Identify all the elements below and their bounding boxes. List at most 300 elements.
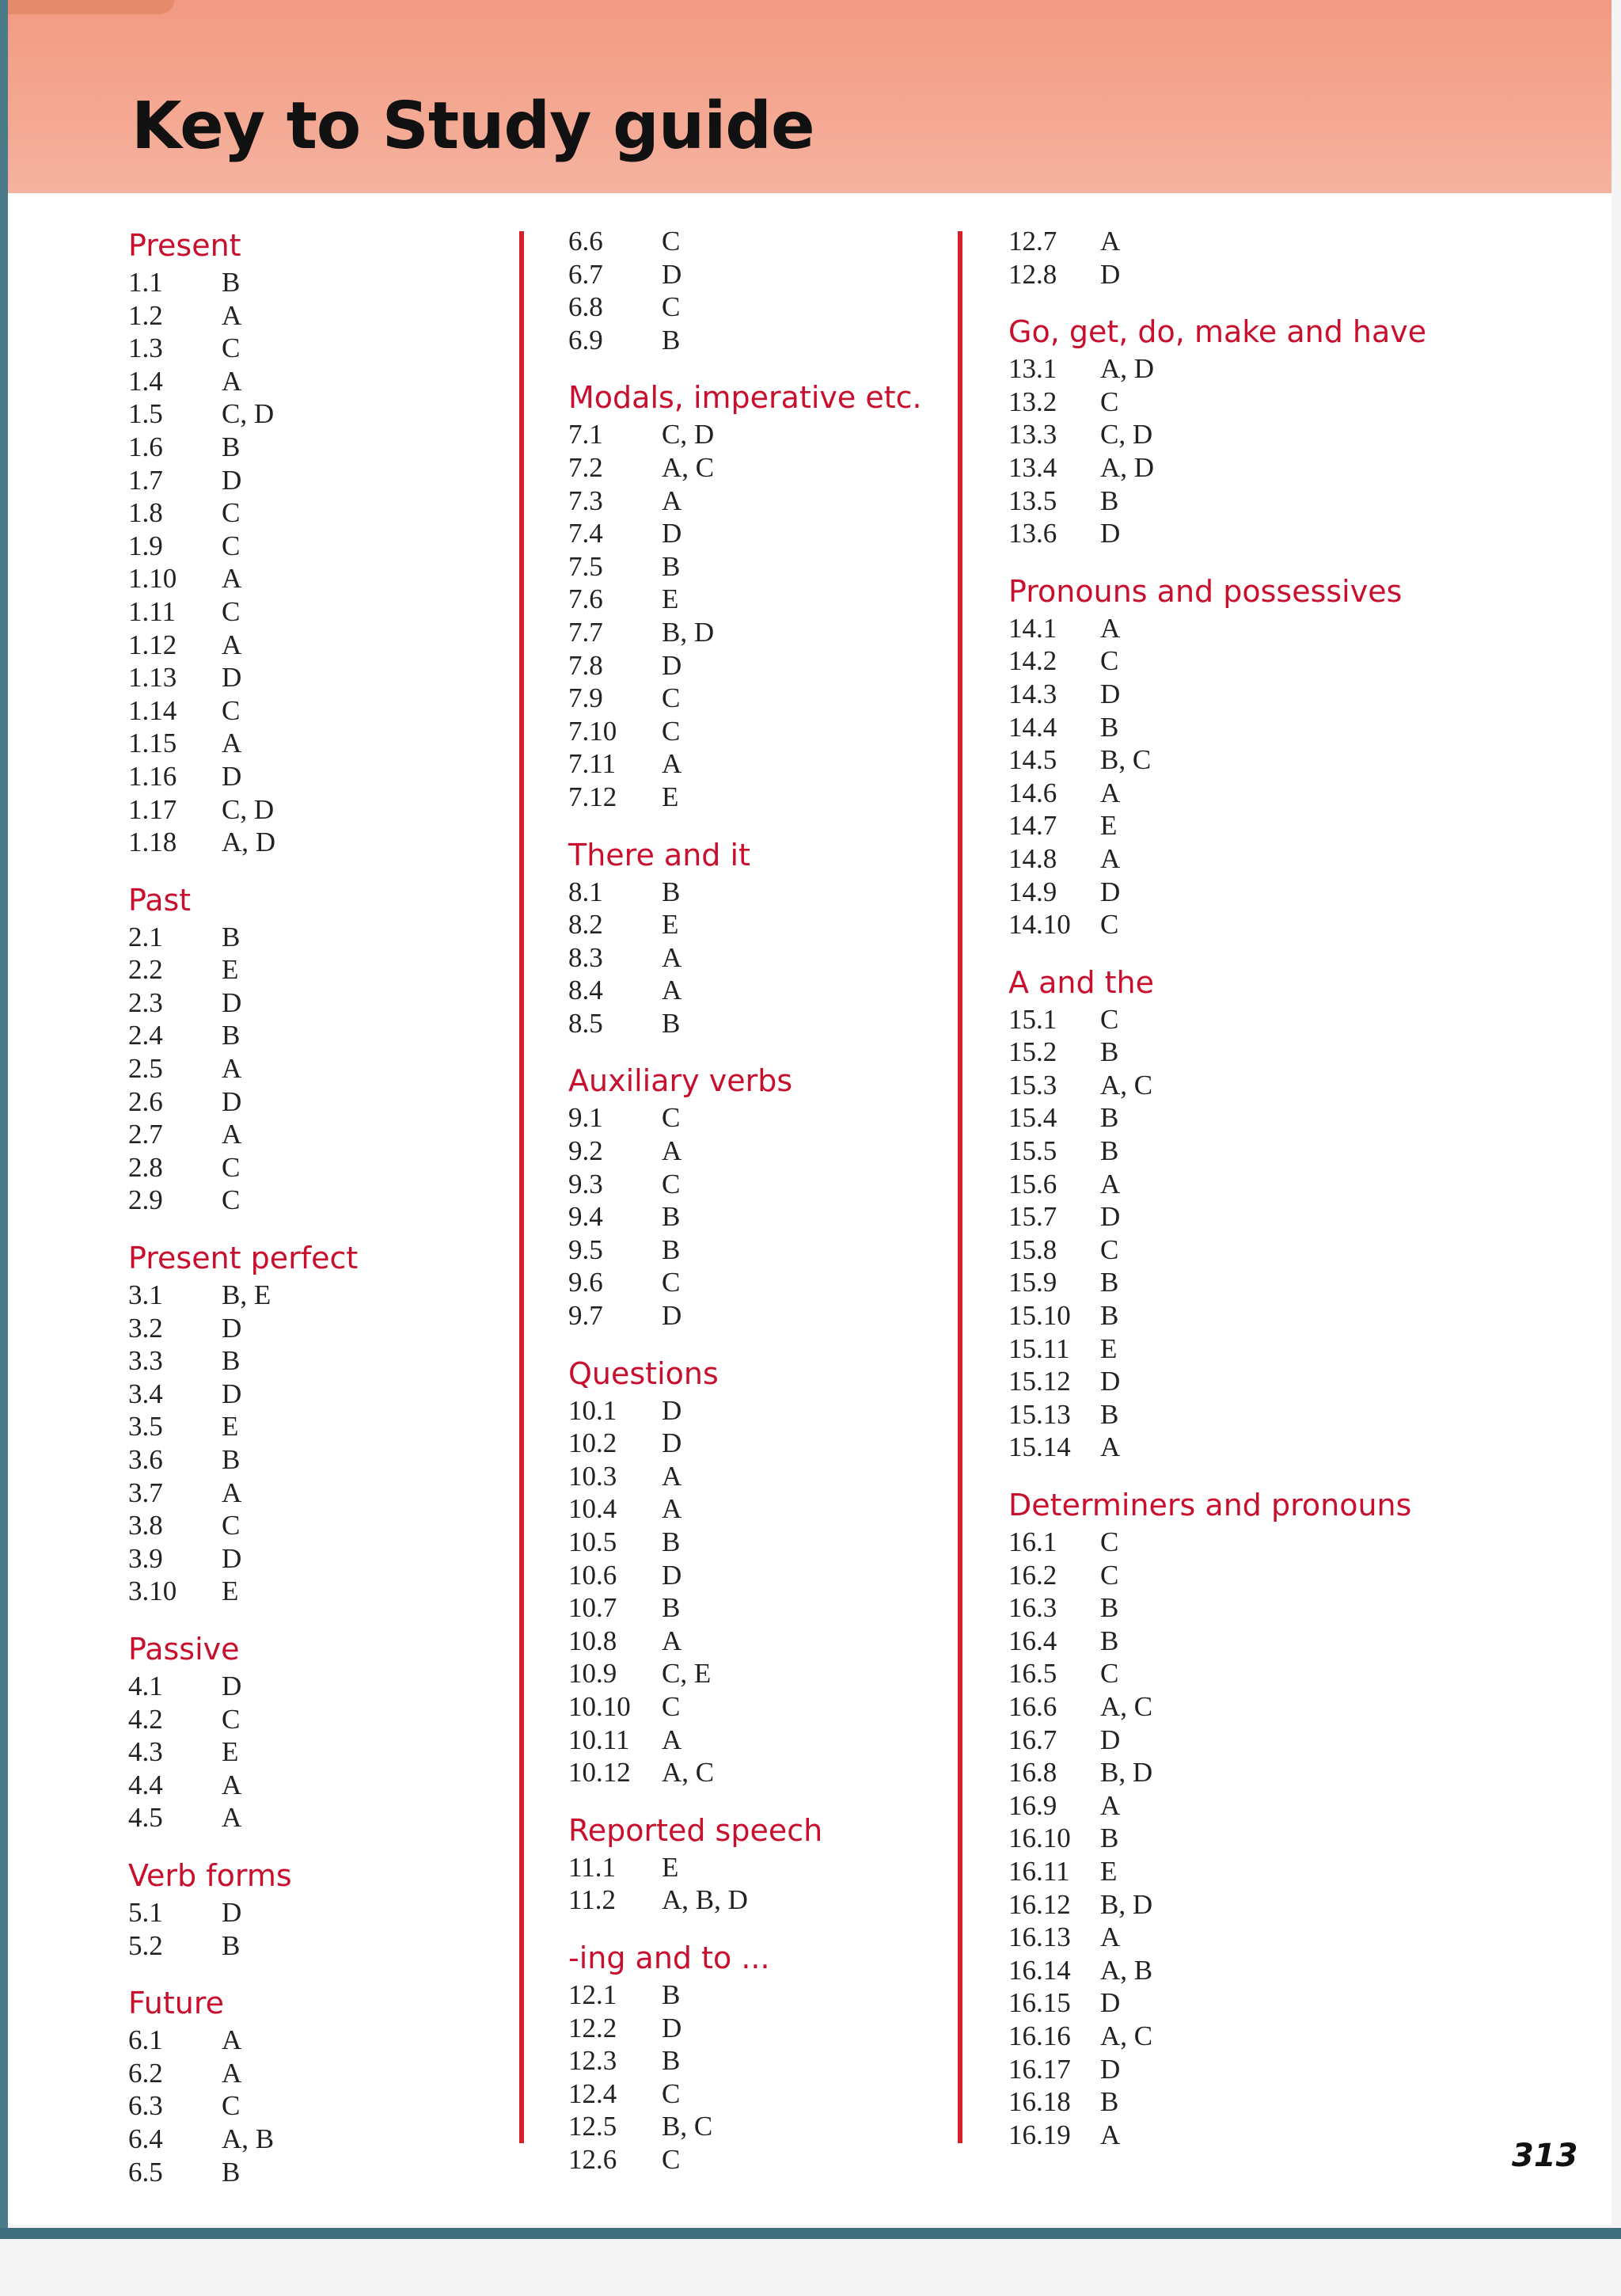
- question-number: 12.4: [568, 2077, 617, 2109]
- answer-row: [128, 1769, 476, 1802]
- answer-letters: D: [662, 518, 682, 549]
- question-number: 4.5: [128, 1802, 163, 1834]
- answer-letters: D: [222, 1085, 242, 1117]
- answer-letters: C: [1100, 1559, 1119, 1591]
- answer-row: [128, 2024, 476, 2057]
- question-number: 1.3: [128, 333, 163, 364]
- question-number: 10.1: [568, 1394, 617, 1426]
- answer-row: [128, 694, 476, 728]
- question-number: 12.7: [1008, 226, 1057, 257]
- answer-row: [568, 1690, 932, 1724]
- question-number: 4.3: [128, 1736, 163, 1768]
- question-number: 1.9: [128, 530, 163, 561]
- answer-letters: D: [662, 1394, 682, 1426]
- answer-letters: A: [222, 728, 242, 759]
- answer-row: [128, 397, 476, 431]
- answer-letters: D: [662, 258, 682, 290]
- question-number: 16.9: [1008, 1789, 1057, 1821]
- answer-row: [128, 1703, 476, 1736]
- answer-section: [568, 1937, 932, 2176]
- answer-row: [568, 2012, 932, 2045]
- answer-row: [128, 629, 476, 662]
- answer-row: [1008, 1365, 1452, 1398]
- answer-section: [568, 1060, 932, 1332]
- question-number: 14.8: [1008, 842, 1057, 874]
- question-number: 15.3: [1008, 1069, 1057, 1100]
- question-number: 3.8: [128, 1510, 163, 1541]
- question-number: 10.9: [568, 1658, 617, 1690]
- answer-row: [128, 1279, 476, 1312]
- answer-row: [568, 1007, 932, 1040]
- answer-section: [568, 377, 932, 813]
- question-number: 6.7: [568, 258, 603, 290]
- question-number: 1.8: [128, 497, 163, 529]
- answer-section: [128, 225, 476, 859]
- answer-letters: B: [662, 876, 681, 907]
- answer-row: [1008, 2020, 1452, 2053]
- answer-letters: B, D: [1100, 1757, 1153, 1789]
- answer-row: [128, 1410, 476, 1443]
- answer-row: [568, 1234, 932, 1267]
- answer-row: [128, 2057, 476, 2090]
- answer-row: [568, 1625, 932, 1658]
- answer-letters: A: [662, 1460, 682, 1492]
- answer-letters: C: [662, 1690, 681, 1722]
- answer-row: [1008, 1299, 1452, 1332]
- question-number: 3.7: [128, 1477, 163, 1508]
- section-title: Present perfect: [128, 1241, 359, 1276]
- answer-row: [1008, 2119, 1452, 2152]
- answer-letters: A: [1100, 1168, 1121, 1199]
- answer-letters: D: [1100, 678, 1121, 709]
- question-number: 1.17: [128, 793, 177, 825]
- answer-letters: A: [1100, 1431, 1121, 1463]
- section-title: Verb forms: [128, 1857, 292, 1893]
- answer-row: [568, 1200, 932, 1234]
- answer-letters: B: [662, 324, 681, 355]
- answer-letters: B: [662, 1592, 681, 1624]
- answer-letters: D: [1100, 258, 1121, 290]
- section-title: Future: [128, 1986, 225, 2021]
- answer-letters: A, C: [1100, 2020, 1153, 2051]
- answer-letters: D: [222, 1378, 242, 1409]
- question-number: 16.2: [1008, 1559, 1057, 1591]
- answer-letters: A: [222, 365, 242, 397]
- answer-letters: C: [222, 694, 241, 726]
- answer-letters: D: [222, 760, 242, 792]
- question-number: 16.14: [1008, 1954, 1071, 1986]
- question-number: 10.3: [568, 1460, 617, 1492]
- question-number: 16.3: [1008, 1592, 1057, 1624]
- answer-letters: D: [222, 986, 242, 1018]
- answer-letters: C: [662, 682, 681, 714]
- answer-letters: B, D: [662, 616, 715, 648]
- question-number: 1.16: [128, 760, 177, 792]
- answer-letters: D: [662, 1559, 682, 1591]
- answer-row: [1008, 1789, 1452, 1823]
- question-number: 3.3: [128, 1345, 163, 1377]
- answer-row: [568, 1135, 932, 1168]
- question-number: 7.11: [568, 748, 616, 780]
- question-number: 1.2: [128, 299, 163, 331]
- answer-letters: A: [662, 1135, 682, 1167]
- page-number: 313: [1512, 2138, 1578, 2174]
- answer-row: [568, 682, 932, 715]
- question-number: 13.3: [1008, 419, 1057, 450]
- answer-row: [568, 715, 932, 748]
- answer-letters: A: [662, 941, 682, 973]
- answer-row: [128, 1019, 476, 1052]
- answer-row: [568, 908, 932, 941]
- question-number: 10.11: [568, 1724, 630, 1755]
- question-number: 1.5: [128, 398, 163, 430]
- question-number: 11.1: [568, 1851, 616, 1883]
- answer-row: [1008, 1398, 1452, 1431]
- answer-letters: E: [662, 781, 679, 812]
- answer-letters: A: [222, 1802, 242, 1834]
- question-number: 12.8: [1008, 258, 1057, 290]
- section-title: Determiners and pronouns: [1008, 1488, 1412, 1522]
- question-number: 13.5: [1008, 485, 1057, 516]
- question-number: 3.2: [128, 1312, 163, 1344]
- answer-letters: B, C: [1100, 744, 1152, 776]
- answer-row: [568, 2110, 932, 2143]
- question-number: 14.7: [1008, 810, 1057, 842]
- answer-row: [128, 1477, 476, 1510]
- answer-letters: B, E: [222, 1279, 271, 1311]
- answer-row: [568, 1756, 932, 1789]
- answer-row: [128, 332, 476, 365]
- question-number: 3.1: [128, 1279, 163, 1311]
- answer-letters: C: [1100, 1003, 1119, 1035]
- answer-row: [128, 2123, 476, 2156]
- section-title: Past: [128, 882, 192, 918]
- answer-row: [568, 550, 932, 584]
- answer-letters: A: [662, 1625, 682, 1656]
- question-number: 13.6: [1008, 518, 1057, 549]
- answer-row: [1008, 644, 1452, 678]
- answer-letters: A, D: [1100, 353, 1155, 385]
- answer-letters: B: [222, 2156, 241, 2188]
- answer-letters: A: [222, 629, 242, 660]
- section-title: Present: [128, 228, 241, 263]
- answer-row: [1008, 1069, 1452, 1102]
- answer-letters: B: [222, 921, 241, 952]
- section-title: Pronouns and possessives: [1008, 573, 1403, 609]
- question-number: 1.10: [128, 563, 177, 595]
- answer-row: [128, 727, 476, 760]
- answer-letters: C: [222, 530, 241, 561]
- question-number: 8.3: [568, 941, 603, 973]
- answer-letters: A, C: [662, 451, 715, 483]
- answer-letters: A: [1100, 1922, 1121, 1953]
- question-number: 16.5: [1008, 1658, 1057, 1690]
- answer-row: [1008, 1657, 1452, 1690]
- answer-row: [1008, 1431, 1452, 1464]
- answer-letters: C: [662, 291, 681, 323]
- question-number: 12.3: [568, 2045, 617, 2077]
- question-number: 16.10: [1008, 1823, 1071, 1854]
- question-number: 10.2: [568, 1427, 617, 1459]
- section-title: Questions: [568, 1355, 719, 1391]
- question-number: 1.18: [128, 827, 177, 858]
- question-number: 3.6: [128, 1444, 163, 1475]
- question-number: 16.4: [1008, 1625, 1057, 1656]
- answer-letters: A, B: [222, 2123, 275, 2154]
- question-number: 10.10: [568, 1690, 631, 1722]
- answer-row: [1008, 225, 1452, 258]
- answer-letters: A: [1100, 612, 1121, 644]
- question-number: 1.11: [128, 595, 176, 627]
- answer-letters: B: [1100, 1036, 1119, 1068]
- question-number: 3.9: [128, 1542, 163, 1574]
- answer-row: [128, 299, 476, 333]
- question-number: 15.13: [1008, 1398, 1071, 1430]
- question-number: 4.1: [128, 1670, 163, 1701]
- question-number: 7.5: [568, 550, 603, 582]
- question-number: 2.9: [128, 1184, 163, 1216]
- answer-row: [1008, 1168, 1452, 1201]
- answer-letters: B: [1100, 711, 1119, 743]
- answer-row: [128, 1670, 476, 1703]
- section-title: Auxiliary verbs: [568, 1063, 793, 1099]
- answer-letters: A: [222, 2024, 242, 2056]
- answer-letters: D: [1100, 1724, 1121, 1755]
- answer-row: [1008, 1003, 1452, 1036]
- question-number: 3.10: [128, 1576, 177, 1607]
- answer-row: [128, 1929, 476, 1963]
- answer-letters: B, D: [1100, 1888, 1153, 1920]
- answer-letters: B: [662, 1234, 681, 1265]
- answer-letters: D: [1100, 1987, 1121, 2019]
- question-number: 3.5: [128, 1411, 163, 1443]
- answer-row: [1008, 1756, 1452, 1789]
- section-title: There and it: [568, 837, 750, 872]
- answer-letters: C: [1100, 909, 1119, 941]
- question-number: 7.9: [568, 682, 603, 714]
- question-number: 12.1: [568, 1979, 617, 2010]
- answer-letters: D: [662, 649, 682, 681]
- answer-letters: B: [662, 550, 681, 582]
- question-number: 5.1: [128, 1896, 163, 1928]
- answer-letters: B: [1100, 1267, 1119, 1298]
- answer-row: [1008, 1591, 1452, 1625]
- question-number: 14.9: [1008, 876, 1057, 907]
- answer-letters: B, C: [662, 2111, 713, 2142]
- answer-letters: C: [1100, 645, 1119, 677]
- question-number: 8.2: [568, 909, 603, 941]
- answer-letters: D: [1100, 518, 1121, 549]
- answer-row: [568, 291, 932, 324]
- answer-row: [1008, 1625, 1452, 1658]
- answer-letters: C: [662, 226, 681, 257]
- answer-row: [1008, 2085, 1452, 2119]
- question-number: 3.4: [128, 1378, 163, 1409]
- answer-row: [128, 953, 476, 986]
- answer-section: [1008, 962, 1452, 1464]
- answer-row: [568, 1266, 932, 1299]
- answer-letters: D: [662, 2012, 682, 2043]
- question-number: 14.5: [1008, 744, 1057, 776]
- question-number: 1.14: [128, 694, 177, 726]
- answer-row: [1008, 1526, 1452, 1559]
- answer-letters: A: [662, 1493, 682, 1525]
- answer-letters: D: [1100, 876, 1121, 907]
- answer-letters: A: [662, 975, 682, 1006]
- section-title: Modals, imperative etc.: [568, 380, 922, 416]
- answer-row: [568, 1460, 932, 1493]
- question-number: 7.10: [568, 715, 617, 747]
- answer-row: [1008, 386, 1452, 419]
- question-number: 15.11: [1008, 1332, 1070, 1364]
- answer-row: [128, 826, 476, 859]
- answer-row: [128, 1118, 476, 1151]
- question-number: 2.6: [128, 1085, 163, 1117]
- question-number: 6.5: [128, 2156, 163, 2188]
- answer-row: [568, 974, 932, 1007]
- answer-section: [128, 880, 476, 1217]
- question-number: 1.12: [128, 629, 177, 660]
- question-number: 15.9: [1008, 1267, 1057, 1298]
- answer-row: [1008, 451, 1452, 485]
- question-number: 7.8: [568, 649, 603, 681]
- answer-row: [1008, 517, 1452, 550]
- answer-row: [568, 1101, 932, 1135]
- answer-letters: D: [222, 1670, 242, 1701]
- answer-letters: C: [222, 333, 241, 364]
- question-number: 16.17: [1008, 2053, 1071, 2085]
- question-number: 16.7: [1008, 1724, 1057, 1755]
- answer-letters: B: [1100, 1398, 1119, 1430]
- answer-row: [1008, 1921, 1452, 1954]
- question-number: 12.2: [568, 2012, 617, 2043]
- answer-row: [1008, 1855, 1452, 1888]
- question-number: 9.3: [568, 1168, 603, 1199]
- answer-letters: D: [222, 662, 242, 694]
- answer-letters: B: [1100, 1592, 1119, 1624]
- answer-section: [1008, 1484, 1452, 2151]
- answer-row: [128, 562, 476, 595]
- answer-letters: B: [222, 1020, 241, 1051]
- answer-row: [1008, 809, 1452, 842]
- answer-letters: E: [222, 1576, 239, 1607]
- answer-letters: E: [1100, 810, 1118, 842]
- question-number: 2.1: [128, 921, 163, 952]
- answer-row: [1008, 1724, 1452, 1757]
- question-number: 16.15: [1008, 1987, 1071, 2019]
- question-number: 2.7: [128, 1119, 163, 1150]
- question-number: 14.4: [1008, 711, 1057, 743]
- answer-row: [128, 1052, 476, 1085]
- answer-row: [568, 781, 932, 814]
- answer-row: [568, 1979, 932, 2012]
- question-number: 13.2: [1008, 386, 1057, 417]
- answer-row: [1008, 842, 1452, 876]
- answer-letters: B: [222, 1929, 241, 1961]
- answer-letters: E: [1100, 1855, 1118, 1887]
- answer-letters: D: [662, 1300, 682, 1332]
- question-number: 14.1: [1008, 612, 1057, 644]
- answer-row: [568, 1591, 932, 1625]
- answer-column-3: [1008, 225, 1452, 2172]
- answer-letters: B: [222, 1444, 241, 1475]
- answer-letters: C: [1100, 1526, 1119, 1557]
- question-number: 7.4: [568, 518, 603, 549]
- question-number: 2.3: [128, 986, 163, 1018]
- question-number: 7.7: [568, 616, 603, 648]
- answer-row: [568, 1299, 932, 1332]
- question-number: 7.6: [568, 584, 603, 615]
- question-number: 15.5: [1008, 1135, 1057, 1167]
- answer-row: [128, 595, 476, 629]
- answer-letters: A: [222, 1477, 242, 1508]
- answer-row: [568, 2077, 932, 2111]
- answer-letters: A, D: [222, 827, 276, 858]
- answer-row: [568, 1492, 932, 1526]
- section-title: -ing and to ...: [568, 1940, 770, 1975]
- answer-letters: D: [222, 464, 242, 496]
- header-corner-mark: [8, 0, 174, 14]
- question-number: 12.6: [568, 2143, 617, 2175]
- answer-row: [128, 1184, 476, 1217]
- answer-row: [568, 1526, 932, 1559]
- question-number: 15.10: [1008, 1300, 1071, 1332]
- answer-row: [128, 921, 476, 954]
- question-number: 7.1: [568, 419, 603, 450]
- answer-row: [128, 365, 476, 398]
- answer-row: [1008, 1986, 1452, 2020]
- answer-letters: E: [662, 909, 679, 941]
- answer-letters: C, E: [662, 1658, 712, 1690]
- answer-row: [568, 258, 932, 291]
- answer-section: [128, 1982, 476, 2188]
- answer-section: [128, 1629, 476, 1834]
- answer-row: [568, 485, 932, 518]
- question-number: 14.3: [1008, 678, 1057, 709]
- answer-section: [128, 1237, 476, 1608]
- answer-row: [1008, 1690, 1452, 1724]
- answer-letters: A: [222, 563, 242, 595]
- answer-row: [1008, 1036, 1452, 1069]
- answer-section: [568, 1810, 932, 1917]
- answer-row: [128, 431, 476, 464]
- question-number: 15.12: [1008, 1366, 1071, 1397]
- answer-row: [1008, 485, 1452, 518]
- answer-letters: B: [1100, 1102, 1119, 1134]
- question-number: 15.8: [1008, 1234, 1057, 1265]
- answer-row: [568, 1559, 932, 1592]
- answer-letters: B: [1100, 1823, 1119, 1854]
- question-number: 2.8: [128, 1151, 163, 1183]
- answer-row: [128, 1509, 476, 1542]
- answer-row: [568, 324, 932, 357]
- question-number: 1.4: [128, 365, 163, 397]
- answer-letters: D: [1100, 1366, 1121, 1397]
- section-title: Go, get, do, make and have: [1008, 314, 1427, 350]
- answer-letters: A: [662, 748, 682, 780]
- question-number: 10.4: [568, 1493, 617, 1525]
- answer-row: [568, 225, 932, 258]
- question-number: 16.19: [1008, 2119, 1071, 2150]
- question-number: 8.1: [568, 876, 603, 907]
- page-title: Key to Study guide: [131, 89, 814, 164]
- question-number: 9.5: [568, 1234, 603, 1265]
- question-number: 16.16: [1008, 2020, 1071, 2051]
- answer-row: [568, 1657, 932, 1690]
- answer-row: [1008, 678, 1452, 711]
- answer-letters: B: [1100, 1135, 1119, 1167]
- question-number: 14.10: [1008, 909, 1071, 941]
